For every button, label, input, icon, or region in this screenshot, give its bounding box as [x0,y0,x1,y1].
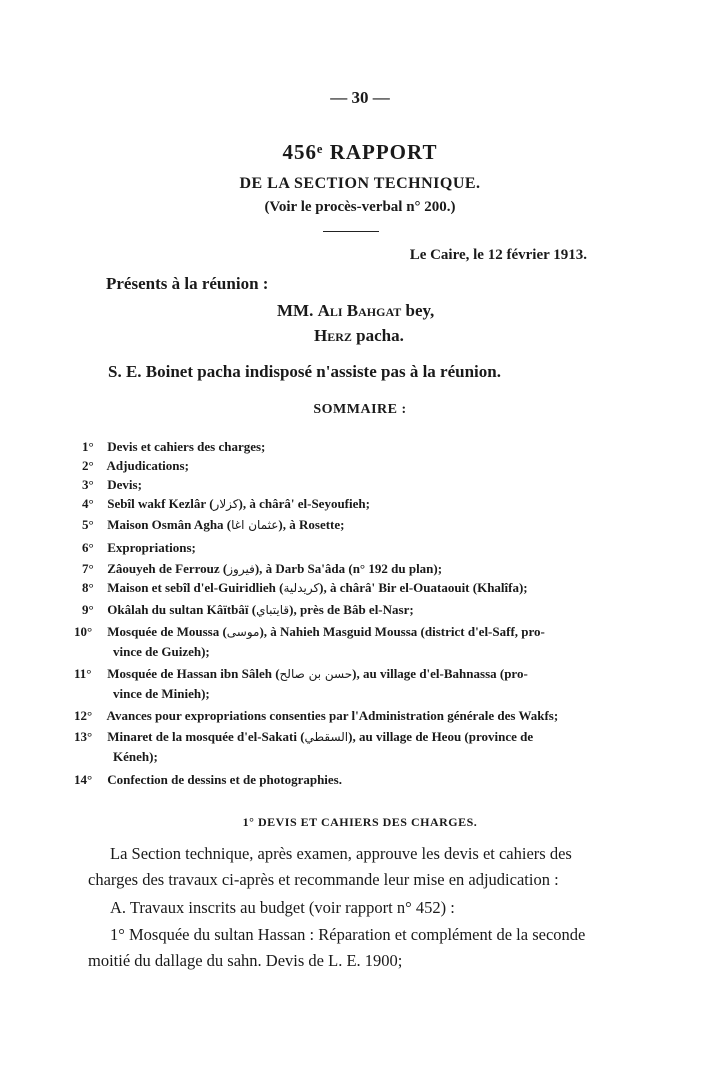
item-text: Devis et cahiers des charges; [107,439,266,454]
sommaire-item [82,600,642,620]
attendee-prefix: MM. [277,301,314,320]
item-text: Confection de dessins et de photographies. [107,772,342,787]
item-text: Maison Osmân Agha ( [107,517,232,532]
item-text: ), à Nahieh Masguid Moussa (district d'el-Saff, pro- [259,624,545,639]
sommaire-item [74,664,634,703]
sommaire-item [82,559,642,579]
sommaire-item [82,515,642,535]
date-line: Le Caire, le 12 février 1913. [409,247,587,263]
attendee-name: Ali Bahgat [317,301,402,320]
attendee-title: pacha. [356,326,404,345]
rapport-title: 456ᵉ RAPPORT [282,140,438,164]
item-text: Maison et sebîl d'el-Guiridlieh ( [107,580,284,595]
item-text: ), au village de Heou (province de [348,729,534,744]
item-text: Mosquée de Moussa ( [107,624,227,639]
item-continuation: vince de Guizeh); [113,644,210,659]
attendee-herz [314,326,404,346]
item-text: ), près de Bâb el-Nasr; [289,602,414,617]
item-number: 10° [74,624,93,639]
item-text: Okâlah du sultan Kâïtbâï ( [107,602,257,617]
arabic-name: السقطي [304,730,349,744]
item-text: Sebîl wakf Kezlâr ( [107,496,214,511]
paragraph-line: La Section technique, après examen, approuve les devis et cahiers des [110,844,572,863]
arabic-name: قايتباي [256,603,290,617]
item-text: Zâouyeh de Ferrouz ( [107,561,228,576]
item-number: 4° [82,496,94,511]
arabic-name: فيروز [227,562,255,576]
item-number: 8° [82,580,94,595]
section-heading: 1° DEVIS ET CAHIERS DES CHARGES. [242,815,478,829]
arabic-name: عثمان اغا [231,518,279,532]
item-number: 5° [82,517,94,532]
paragraph-line: A. Travaux inscrits au budget (voir rapport n° 452) : [110,898,455,917]
absence-note: S. E. Boinet pacha indisposé n'assiste pas à la réunion. [108,362,501,381]
item-number: 2° [82,458,94,473]
item-number: 12° [74,708,93,723]
proces-verbal-reference: (Voir le procès-verbal n° 200.) [264,199,456,215]
item-continuation: vince de Minieh); [113,686,210,701]
sommaire-item [82,475,642,494]
item-continuation: Kéneh); [113,749,158,764]
item-number: 6° [82,540,94,555]
item-number: 1° [82,439,94,454]
item-text: ), à Rosette; [278,517,345,532]
sommaire-item [82,578,642,598]
arabic-name: كريدلية [283,581,320,595]
item-number: 3° [82,477,94,492]
sommaire-item [82,456,642,475]
sommaire-item [74,727,634,766]
page-number: — 30 — [330,88,390,107]
item-text: Avances pour expropriations consenties par l'Administration générale des Wakfs; [106,708,559,723]
attendee-ali-bahgat [277,301,434,321]
sommaire-item [74,706,634,725]
arabic-name: حسن بن صالح [279,667,353,681]
attendee-name: Herz [314,326,352,345]
title-divider [323,231,379,232]
item-number: 9° [82,602,94,617]
item-text: ), au village d'el-Bahnassa (pro- [352,666,528,681]
item-text: ), à chârâ' el-Seyoufieh; [238,496,370,511]
item-text: Mosquée de Hassan ibn Sâleh ( [107,666,280,681]
arabic-name: موسى [226,625,260,639]
sommaire-item [74,770,634,789]
sommaire-item [82,494,642,514]
sommaire-item [74,622,634,661]
item-text: ), à Darb Sa'âda (n° 192 du plan); [254,561,443,576]
paragraph-line: charges des travaux ci-après et recommande leur mise en adjudication : [88,870,559,889]
item-number: 7° [82,561,94,576]
item-number: 14° [74,772,93,787]
item-number: 13° [74,729,93,744]
item-text: Adjudications; [106,458,189,473]
item-text: Devis; [107,477,142,492]
sommaire-title: SOMMAIRE : [313,402,407,417]
arabic-name: كزلار [213,497,239,511]
item-text: Minaret de la mosquée d'el-Sakati ( [107,729,305,744]
sommaire-item [82,538,642,557]
sommaire-item [82,437,642,456]
item-number: 11° [74,666,92,681]
section-title: DE LA SECTION TECHNIQUE. [239,175,481,192]
item-text: ), à chârâ' Bir el-Ouataouit (Khalîfa); [319,580,528,595]
presents-label: Présents à la réunion : [106,274,269,293]
attendee-title: bey, [405,301,435,320]
paragraph-line: 1° Mosquée du sultan Hassan : Réparation et complément de la seconde [110,925,586,944]
paragraph-line: moitié du dallage du sahn. Devis de L. E. 1900; [88,951,403,970]
item-text: Expropriations; [107,540,196,555]
